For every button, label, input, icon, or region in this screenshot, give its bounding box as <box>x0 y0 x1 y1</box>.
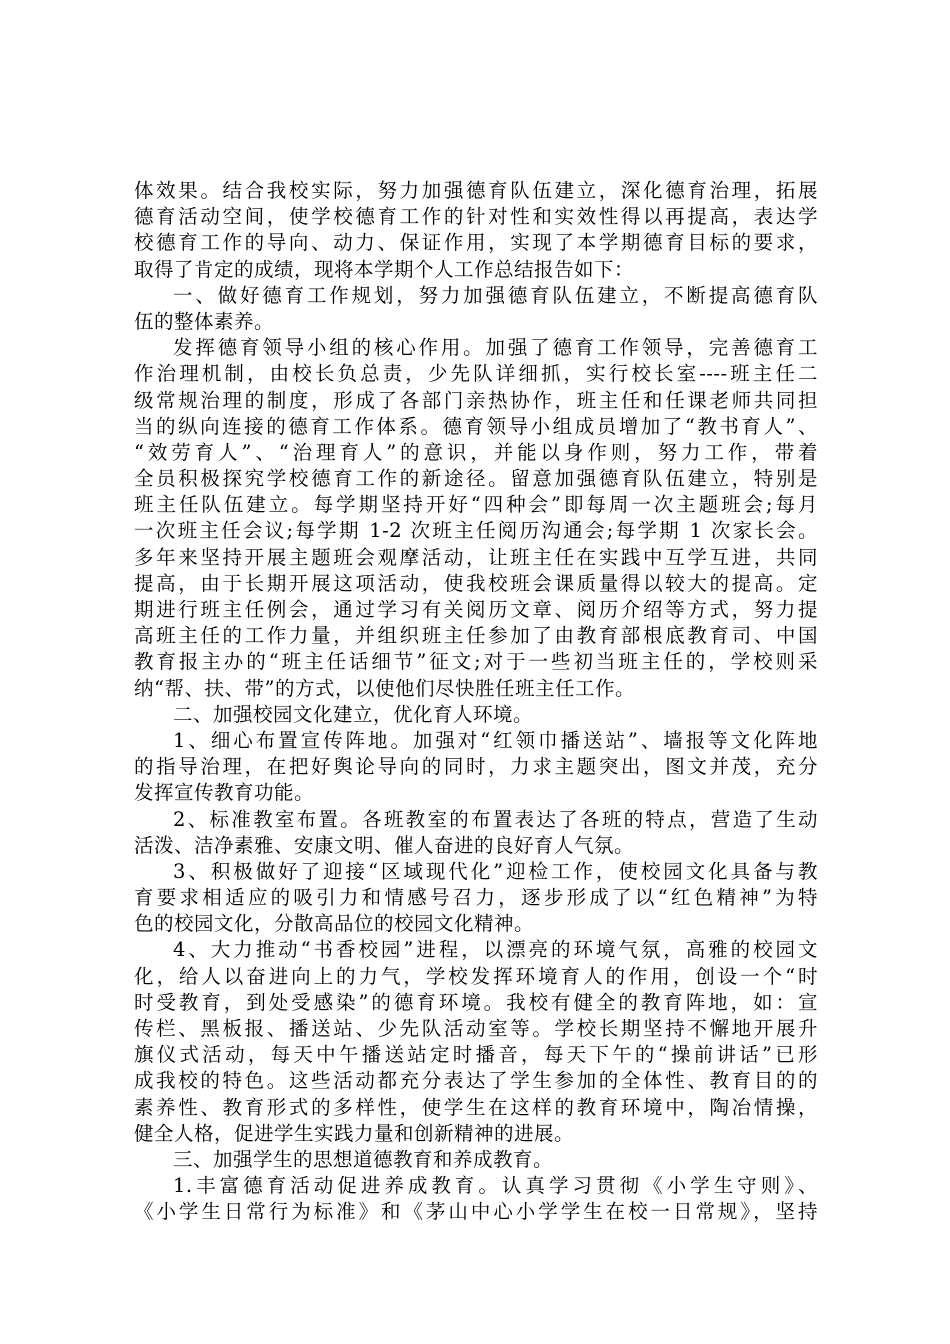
text-line: 化，给人以奋进向上的力气，学校发挥环境育人的作用，创设一个“时 <box>134 964 818 988</box>
text-line: 作治理机制，由校长负总责，少先队详细抓，实行校长室----班主任二 <box>134 362 818 386</box>
text-line: 三、加强学生的思想道德教育和养成教育。 <box>173 1147 554 1171</box>
text-line: 班主任队伍建立。每学期坚持开好“四种会”即每周一次主题班会;每月 <box>134 493 818 517</box>
text-line: 健全人格，促进学生实践力量和创新精神的进展。 <box>134 1121 575 1145</box>
text-line: 德育活动空间，使学校德育工作的针对性和实效性得以再提高，表达学 <box>134 205 818 229</box>
text-line: 1.丰富德育活动促进养成教育。认真学习贯彻《小学生守则》、 <box>173 1174 818 1198</box>
document-body <box>134 178 818 1226</box>
text-line: 时受教育，到处受感染”的德育环境。我校有健全的教育阵地，如：宣 <box>134 990 818 1014</box>
text-line: 素养性、教育形式的多样性，使学生在这样的教育环境中，陶冶情操， <box>134 1095 818 1119</box>
text-line: 全员积极探究学校德育工作的新途径。留意加强德育队伍建立，特别是 <box>134 467 818 491</box>
text-line: 成我校的特色。这些活动都充分表达了学生参加的全体性、教育目的的 <box>134 1069 818 1093</box>
text-line: 多年来坚持开展主题班会观摩活动，让班主任在实践中互学互进，共同 <box>134 545 818 569</box>
text-line: 的指导治理，在把好舆论导向的同时，力求主题突出，图文并茂，充分 <box>134 755 818 779</box>
text-line: 伍的整体素养。 <box>134 309 275 333</box>
text-line: “效劳育人”、“治理育人”的意识，并能以身作则，努力工作，带着 <box>134 440 818 464</box>
text-line: 二、加强校园文化建立，优化育人环境。 <box>173 702 534 726</box>
text-line: 发挥德育领导小组的核心作用。加强了德育工作领导，完善德育工 <box>173 336 818 360</box>
text-line: 校德育工作的导向、动力、保证作用，实现了本学期德育目标的要求， <box>134 231 818 255</box>
text-line: 一次班主任会议;每学期 1-2 次班主任阅历沟通会;每学期 1 次家长会。 <box>134 519 818 543</box>
text-line: 旗仪式活动，每天中午播送站定时播音，每天下午的“操前讲话”已形 <box>134 1043 818 1067</box>
text-line: 发挥宣传教育功能。 <box>134 781 315 805</box>
text-line: 取得了肯定的成绩，现将本学期个人工作总结报告如下： <box>134 257 635 281</box>
text-line: 活泼、洁净素雅、安康文明、催人奋进的良好育人气氛。 <box>134 833 635 857</box>
text-line: 2、标准教室布置。各班教室的布置表达了各班的特点，营造了生动 <box>173 807 818 831</box>
text-line: 教育报主办的“班主任话细节”征文;对于一些初当班主任的，学校则采 <box>134 650 818 674</box>
text-line: 3、积极做好了迎接“区域现代化”迎检工作，使校园文化具备与教 <box>173 859 818 883</box>
text-line: 高班主任的工作力量，并组织班主任参加了由教育部根底教育司、中国 <box>134 624 818 648</box>
text-line: 《小学生日常行为标准》和《茅山中心小学学生在校一日常规》，坚持 <box>134 1200 818 1224</box>
text-line: 色的校园文化，分散高品位的校园文化精神。 <box>134 912 535 936</box>
text-line: 体效果。结合我校实际，努力加强德育队伍建立，深化德育治理，拓展 <box>134 179 818 202</box>
text-line: 纳“帮、扶、带”的方式，以使他们尽快胜任班主任工作。 <box>134 676 635 700</box>
text-line: 4、大力推动“书香校园”进程，以漂亮的环境气氛，高雅的校园文 <box>173 938 818 962</box>
text-line: 级常规治理的制度，形成了各部门亲热协作，班主任和任课老师共同担 <box>134 388 818 412</box>
text-line: 育要求相适应的吸引力和情感号召力，逐步形成了以“红色精神”为特 <box>134 886 818 910</box>
text-line: 提高，由于长期开展这项活动，使我校班会课质量得以较大的提高。定 <box>134 571 818 595</box>
text-line: 传栏、黑板报、播送站、少先队活动室等。学校长期坚持不懈地开展升 <box>134 1017 818 1040</box>
text-line: 当的纵向连接的德育工作体系。德育领导小组成员增加了“教书育人”、 <box>134 414 818 438</box>
text-line: 一、做好德育工作规划，努力加强德育队伍建立，不断提高德育队 <box>173 283 818 307</box>
text-line: 1、细心布置宣传阵地。加强对“红领巾播送站”、墙报等文化阵地 <box>173 728 818 752</box>
text-line: 期进行班主任例会，通过学习有关阅历文章、阅历介绍等方式，努力提 <box>134 598 818 621</box>
